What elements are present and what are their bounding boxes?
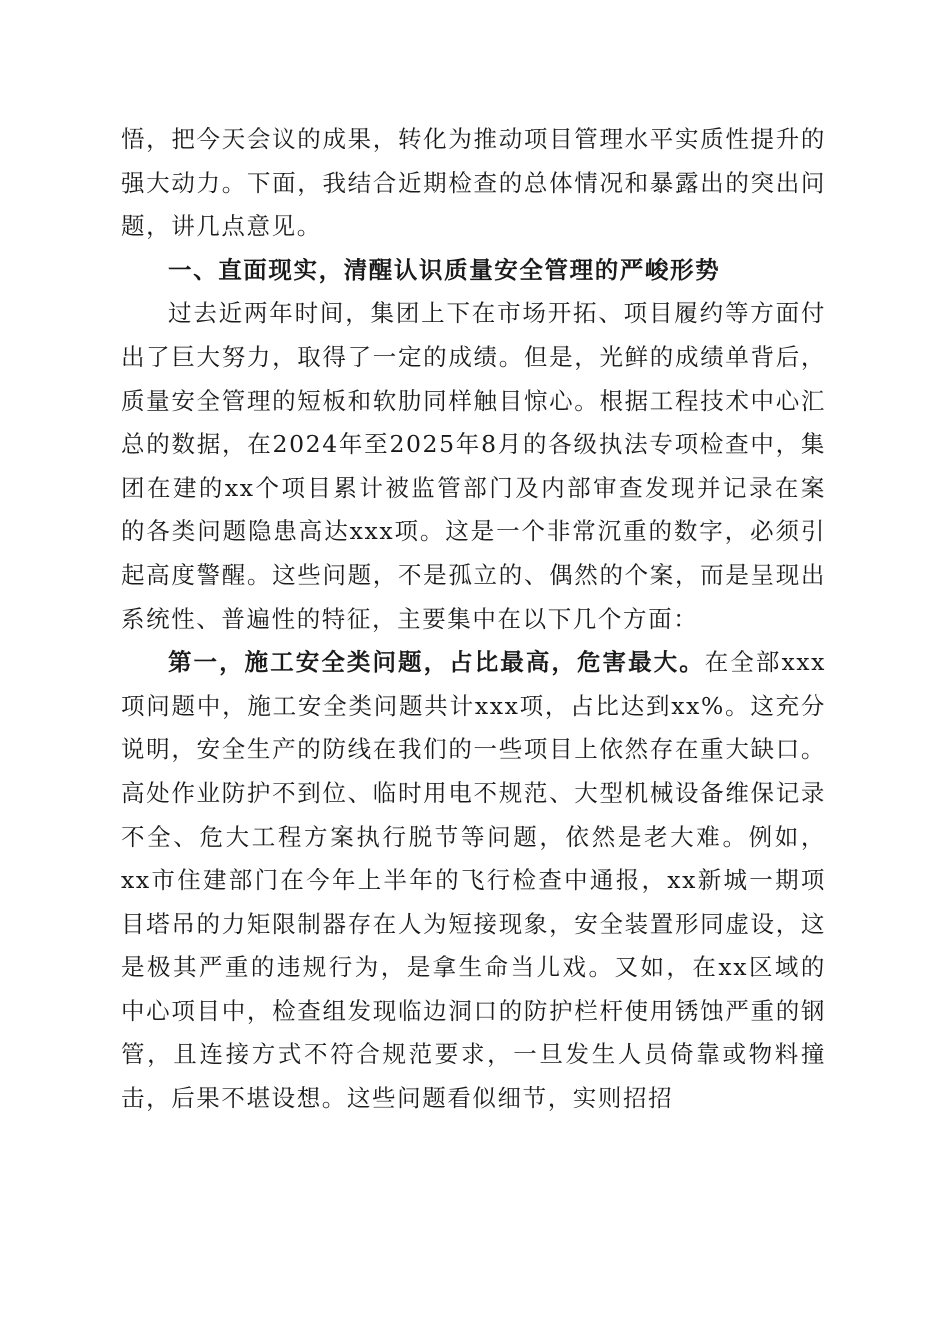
paragraph-2-lead: 第一，施工安全类问题，占比最高，危害最大。 [168,648,705,677]
paragraph-2-body: 在全部xxx项问题中，施工安全类问题共计xxx项，占比达到xx%。这充分说明，安全生产的防线在我们的一些项目上依然存在重大缺口。高处作业防护不到位、临时用电不规范、大型机械设备维保记录不全、危大工程方案执行脱节等问题，依然是老大难。例如，xx市住建部门在今年上半年的飞行检查中通报，xx新城一期项目塔吊的力矩限制器存在人为短接现象，安全装置形同虚设，这是极其严重的违规行为，是拿生命当儿戏。又如，在xx区域的中心项目中，检查组发现临边洞口的防护栏杆使用锈蚀严重的钢管，且连接方式不符合规范要求，一旦发生人员倚靠或物料撞击，后果不堪设想。这些问题看似细节，实则招招 [121,648,827,1113]
paragraph-2 [121,641,826,1121]
document-body [121,118,826,1121]
intro-paragraph: 悟，把今天会议的成果，转化为推动项目管理水平实质性提升的强大动力。下面，我结合近期检查的总体情况和暴露出的突出问题，讲几点意见。 [121,125,826,241]
paragraph-1: 过去近两年时间，集团上下在市场开拓、项目履约等方面付出了巨大努力，取得了一定的成绩。但是，光鲜的成绩单背后，质量安全管理的短板和软肋同样触目惊心。根据工程技术中心汇总的数据，在2024年至2025年8月的各级执法专项检查中，集团在建的xx个项目累计被监管部门及内部审查发现并记录在案的各类问题隐患高达xxx项。这是一个非常沉重的数字，必须引起高度警醒。这些问题，不是孤立的、偶然的个案，而是呈现出系统性、普遍性的特征，主要集中在以下几个方面： [121,299,826,633]
section-heading: 一、直面现实，清醒认识质量安全管理的严峻形势 [168,255,721,284]
